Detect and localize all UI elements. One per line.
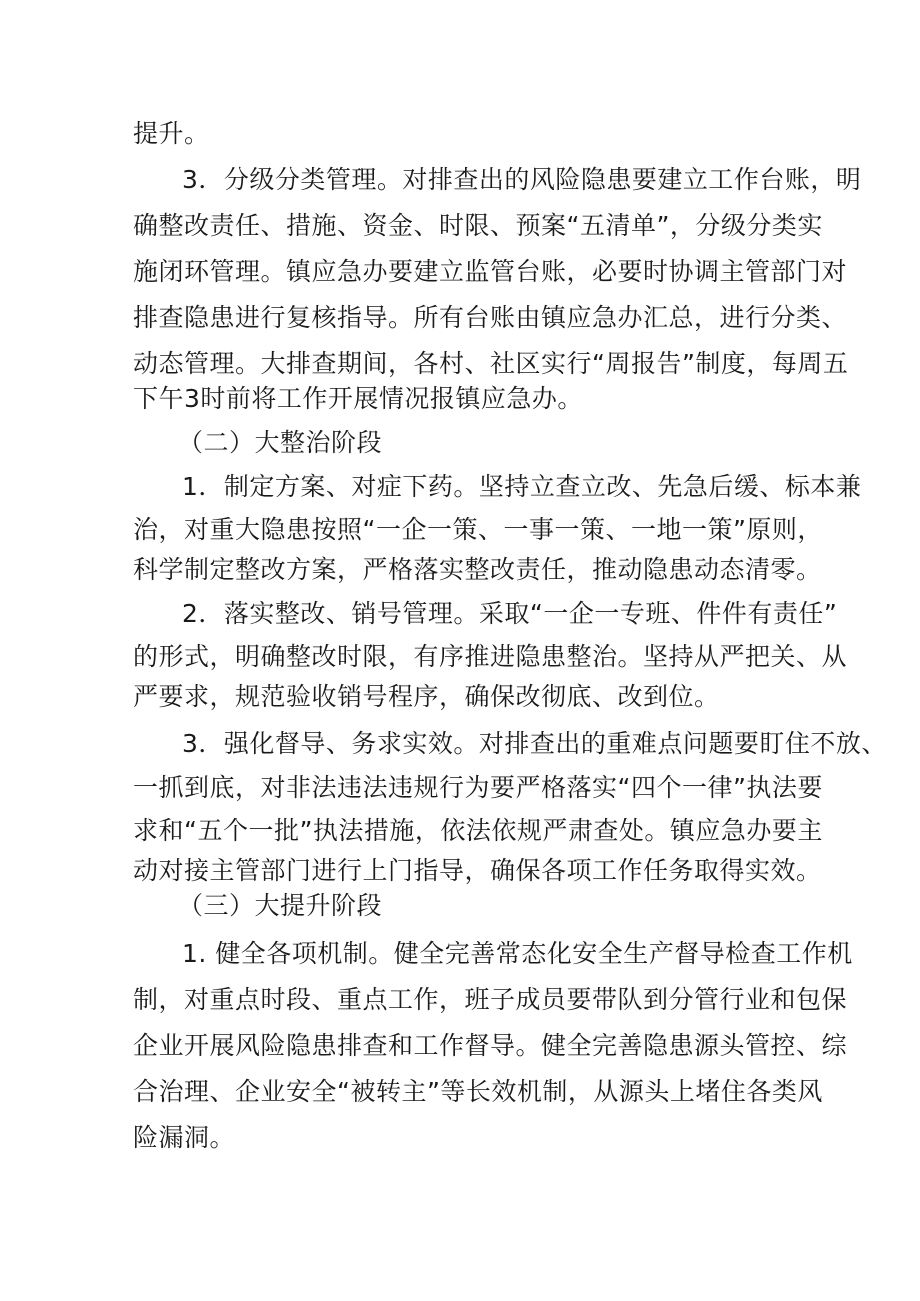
text-line: 一抓到底，对非法违法违规行为要严格落实“四个一律”执法要 (133, 773, 823, 802)
text-line: 提升。 (133, 119, 210, 148)
text-line: 确整改责任、措施、资金、时限、预案“五清单”，分级分类实 (133, 211, 823, 240)
text-line: 险漏洞。 (133, 1123, 236, 1152)
text-line: 企业开展风险隐患排查和工作督导。健全完善隐患源头管控、综 (133, 1031, 848, 1060)
text-line: 制，对重点时段、重点工作，班子成员要带队到分管行业和包保 (133, 985, 848, 1014)
text-line: 1．制定方案、对症下药。坚持立查立改、先急后缓、标本兼 (182, 472, 862, 501)
text-line: 动态管理。大排查期间，各村、社区实行“周报告”制度，每周五 (133, 349, 849, 378)
text-line: 治，对重大隐患按照“一企一策、一事一策、一地一策”原则， (133, 515, 823, 544)
text-line: 的形式，明确整改时限，有序推进隐患整治。坚持从严把关、从 (133, 642, 848, 671)
text-line: 严要求，规范验收销号程序，确保改彻底、改到位。 (133, 682, 720, 711)
text-line: 3．强化督导、务求实效。对排查出的重难点问题要盯住不放、 (182, 729, 887, 758)
text-line: 动对接主管部门进行上门指导，确保各项工作任务取得实效。 (133, 856, 822, 885)
text-line: 下午3时前将工作开展情况报镇应急办。 (133, 384, 583, 413)
section-heading: （二）大整治阶段 (178, 428, 383, 457)
text-line: 1. 健全各项机制。健全完善常态化安全生产督导检查工作机 (182, 939, 853, 968)
text-line: 求和“五个一批”执法措施，依法依规严肃查处。镇应急办要主 (133, 816, 823, 845)
text-line: 施闭环管理。镇应急办要建立监管台账，必要时协调主管部门对 (133, 257, 848, 286)
text-line: 排查隐患进行复核指导。所有台账由镇应急办汇总，进行分类、 (133, 303, 848, 332)
text-line: 3．分级分类管理。对排查出的风险隐患要建立工作台账，明 (182, 165, 862, 194)
section-heading: （三）大提升阶段 (178, 891, 383, 920)
text-line: 2．落实整改、销号管理。采取“一企一专班、件件有责任” (182, 599, 838, 628)
text-line: 科学制定整改方案，严格落实整改责任，推动隐患动态清零。 (133, 555, 822, 584)
text-line: 合治理、企业安全“被转主”等长效机制，从源头上堵住各类风 (133, 1077, 823, 1106)
